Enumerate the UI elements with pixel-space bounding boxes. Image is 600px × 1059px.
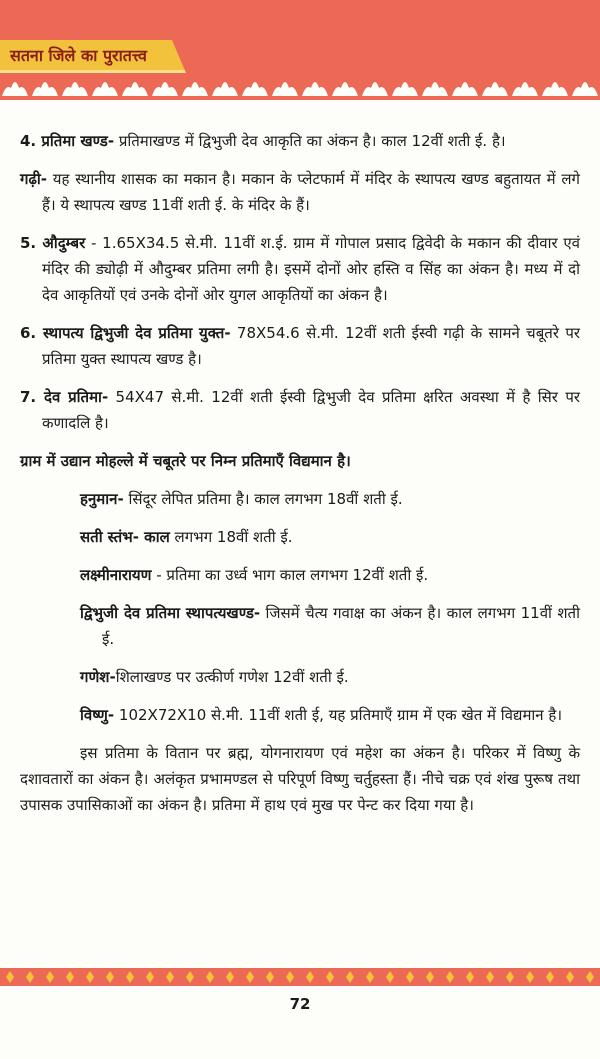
- item-label: द्विभुजी देव प्रतिमा स्थापत्यखण्ड-: [80, 604, 261, 622]
- lotus-motif-icon: [152, 82, 178, 96]
- chapter-title: सतना जिले का पुरातत्त्व: [10, 46, 147, 65]
- lotus-motif-icon: [422, 82, 448, 96]
- entry-4-text: प्रतिमाखण्ड में द्विभुजी देव आकृति का अंकन है। काल 12वीं शती ई. है।: [114, 132, 506, 150]
- item-text: शिलाखण्ड पर उत्कीर्ण गणेश 12वीं शती ई.: [115, 668, 349, 686]
- entry-7: [20, 384, 580, 436]
- item-label: सती स्तंभ- काल: [80, 528, 170, 546]
- list-item: [80, 562, 580, 588]
- entry-garhi-label: गढ़ी-: [20, 170, 48, 188]
- item-text: 102X72X10 से.मी. 11वीं शती ई, यह प्रतिमाएँ ग्राम में एक खेत में विद्यमान है।: [114, 706, 563, 724]
- entry-5-label: 5. औदुम्बर: [20, 234, 86, 252]
- lotus-motif-icon: [32, 82, 58, 96]
- lotus-motif-icon: [122, 82, 148, 96]
- entry-5-text: - 1.65X34.5 से.मी. 11वीं श.ई. ग्राम में गोपाल प्रसाद द्विवेदी के मकान की दीवार एवं मंदिर की ड्योढ़ी में औदुम्बर प्रतिमा लगी है। इसमें दोनों ओर हस्ति व सिंह का अंकन है। मध्य में दो देव आकृतियों एवं उनके दोनों ओर युगल आकृतियों का अंकन है।: [42, 234, 580, 304]
- lotus-motif-icon: [182, 82, 208, 96]
- lotus-motif-icon: [212, 82, 238, 96]
- lotus-motif-icon: [2, 82, 28, 96]
- list-item: [80, 524, 580, 550]
- item-label: लक्ष्मीनारायण: [80, 566, 152, 584]
- closing-paragraph: इस प्रतिमा के वितान पर ब्रह्म, योगनारायण एवं महेश का अंकन है। परिकर में विष्णु के दशावतारों का अंकन है। अलंकृत प्रभामण्डल से परिपूर्ण विष्णु चर्तुहस्ता हैं। नीचे चक्र एवं शंख पुरूष तथा उपासक उपासिकाओं का अंकन है। प्रतिमा में हाथ एवं मुख पर पेन्ट कर दिया गया है।: [20, 744, 580, 814]
- entry-garhi: [20, 166, 580, 218]
- list-item: [80, 486, 580, 512]
- lotus-motif-icon: [332, 82, 358, 96]
- item-text: सिंदूर लेपित प्रतिमा है। काल लगभग 18वीं शती ई.: [123, 490, 403, 508]
- list-item: [80, 600, 580, 652]
- entry-6-text: 78X54.6 से.मी. 12वीं शती ईस्वी गढ़ी के सामने चबूतरे पर प्रतिमा युक्त स्थापत्य खण्ड है।: [42, 324, 580, 368]
- lotus-border-icon: [0, 74, 600, 104]
- page-number: 72: [289, 995, 311, 1013]
- entry-4-label: 4. प्रतिमा खण्ड-: [20, 132, 115, 150]
- lotus-motif-icon: [572, 82, 598, 96]
- item-text: लगभग 18वीं शती ई.: [169, 528, 293, 546]
- lotus-motif-icon: [242, 82, 268, 96]
- lotus-motif-icon: [542, 82, 568, 96]
- lotus-motif-icon: [302, 82, 328, 96]
- section-heading: ग्राम में उद्यान मोहल्ले में चबूतरे पर निम्न प्रतिमाएँ विद्यमान है।: [20, 452, 351, 470]
- lotus-motif-icon: [482, 82, 508, 96]
- item-text: जिसमें चैत्य गवाक्ष का अंकन है। काल लगभग 11वीं शती ई.: [102, 604, 580, 648]
- lotus-motif-icon: [392, 82, 418, 96]
- entry-6: [20, 320, 580, 372]
- lotus-motif-icon: [512, 82, 538, 96]
- footer-border-icon: [0, 968, 600, 986]
- page-content: [20, 128, 580, 818]
- item-text: - प्रतिमा का उर्ध्व भाग काल लगभग 12वीं शती ई.: [151, 566, 429, 584]
- entry-4: [20, 128, 580, 154]
- item-label: विष्णु-: [80, 706, 115, 724]
- entry-5: [20, 230, 580, 308]
- lotus-motif-icon: [62, 82, 88, 96]
- lotus-motif-icon: [362, 82, 388, 96]
- list-item: [80, 664, 580, 690]
- item-label: हनुमान-: [80, 490, 124, 508]
- list-item: [80, 702, 580, 728]
- lotus-motif-icon: [452, 82, 478, 96]
- item-label: गणेश-: [80, 668, 116, 686]
- lotus-motif-icon: [92, 82, 118, 96]
- lotus-motif-icon: [272, 82, 298, 96]
- sculpture-list: [20, 486, 580, 728]
- entry-garhi-text: यह स्थानीय शासक का मकान है। मकान के प्लेटफार्म में मंदिर के स्थापत्य खण्ड बहुतायत में लगे हैं। ये स्थापत्य खण्ड 11वीं शती ई. के मंदिर के हैं।: [42, 170, 580, 214]
- entry-6-label: 6. स्थापत्य द्विभुजी देव प्रतिमा युक्त-: [20, 324, 231, 342]
- entry-7-text: 54X47 से.मी. 12वीं शती ईस्वी द्विभुजी देव प्रतिमा क्षरित अवस्था में है सिर पर कणादलि है।: [42, 388, 580, 432]
- entry-7-label: 7. देव प्रतिमा-: [20, 388, 109, 406]
